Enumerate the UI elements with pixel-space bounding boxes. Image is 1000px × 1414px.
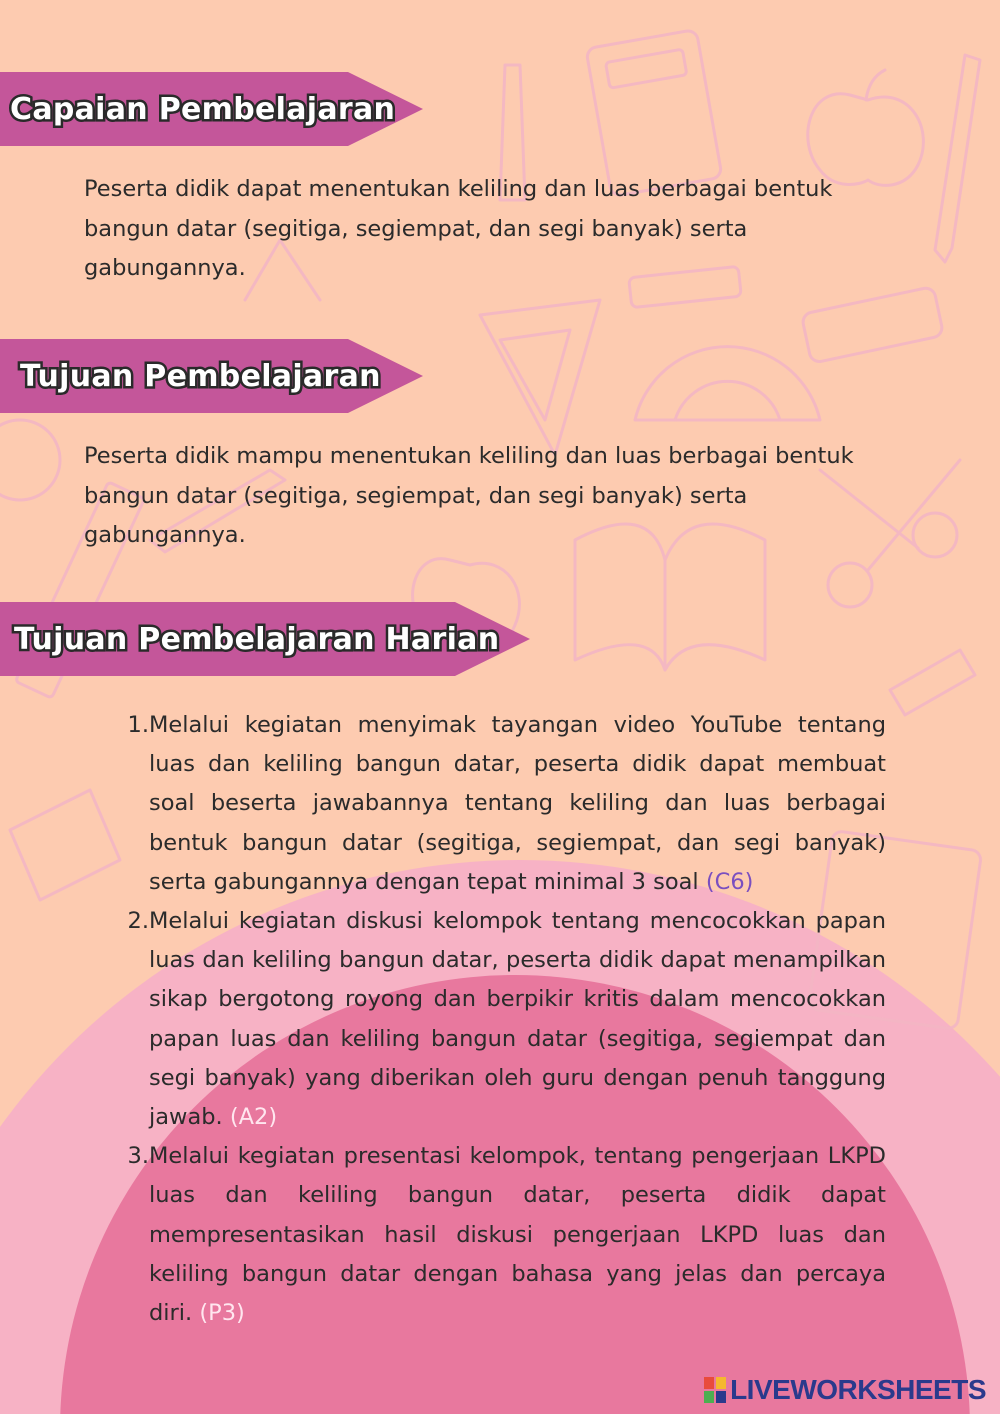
list-item — [118, 902, 886, 1137]
list-item-number: 2. — [127, 908, 149, 935]
list-item-number: 1. — [127, 712, 149, 738]
liveworksheets-logo-icon — [704, 1377, 726, 1403]
tujuan-banner — [0, 339, 430, 413]
capaian-text: Peserta didik dapat menentukan keliling dan luas berbagai bentuk bangun datar (segitiga, segiempat, dan segi banyak) serta gabungannya. — [84, 176, 833, 281]
list-item-code: (C6) — [705, 868, 754, 895]
scissors-doodle — [828, 563, 872, 607]
marker-doodle — [890, 650, 975, 715]
liveworksheets-logo[interactable] — [704, 1374, 986, 1406]
sharpener-doodle — [10, 790, 120, 900]
harian-banner — [0, 602, 535, 676]
protractor-doodle — [635, 347, 820, 420]
tujuan-text: Peserta didik mampu menentukan keliling dan luas berbagai bentuk bangun datar (segitiga, segiempat, dan segi banyak) serta gabungannya. — [84, 443, 854, 548]
list-item-body: Melalui kegiatan menyimak tayangan video YouTube tentang luas dan keliling bangun datar, peserta didik dapat membuat soal beserta jawabannya tentang keliling dan luas berbagai bentuk bangun datar (segitiga, segiempat, dan segi banyak) serta gabungannya dengan tepat minimal 3 soal — [149, 712, 886, 895]
list-item — [118, 706, 886, 902]
list-item-text — [149, 902, 886, 1137]
list-item-code: (P3) — [199, 1300, 245, 1327]
list-item — [118, 1137, 886, 1333]
eraser-doodle — [801, 286, 943, 363]
capaian-banner — [0, 72, 430, 146]
liveworksheets-logo-text: LIVEWORKSHEETS — [730, 1374, 986, 1405]
list-item-text — [149, 706, 886, 902]
list-item-number: 3. — [127, 1143, 149, 1170]
tujuan-title: Tujuan Pembelajaran — [20, 358, 381, 394]
list-item-code: (A2) — [229, 1104, 278, 1131]
harian-title: Tujuan Pembelajaran Harian — [14, 621, 500, 657]
list-item-text — [149, 1137, 886, 1333]
pencil-doodle — [935, 55, 980, 262]
clock-doodle — [0, 420, 60, 500]
harian-list — [118, 706, 886, 1333]
list-item-body: Melalui kegiatan presentasi kelompok, tentang pengerjaan LKPD luas dan keliling bangun datar, peserta didik dapat mempresentasikan hasil diskusi pengerjaan LKPD luas dan keliling bangun datar dengan bahasa yang jelas dan percaya diri. — [149, 1143, 886, 1327]
list-item-body: Melalui kegiatan diskusi kelompok tentang mencocokkan papan luas dan keliling bangun datar, peserta didik dapat menampilkan sikap bergotong royong dan berpikir kritis dalam mencocokkan papan luas dan keliling bangun datar (segitiga, segiempat dan segi banyak) yang diberikan oleh guru dengan penuh tanggung jawab. — [149, 908, 886, 1131]
capaian-title: Capaian Pembelajaran — [10, 91, 396, 127]
triangle-ruler-doodle — [480, 300, 600, 455]
